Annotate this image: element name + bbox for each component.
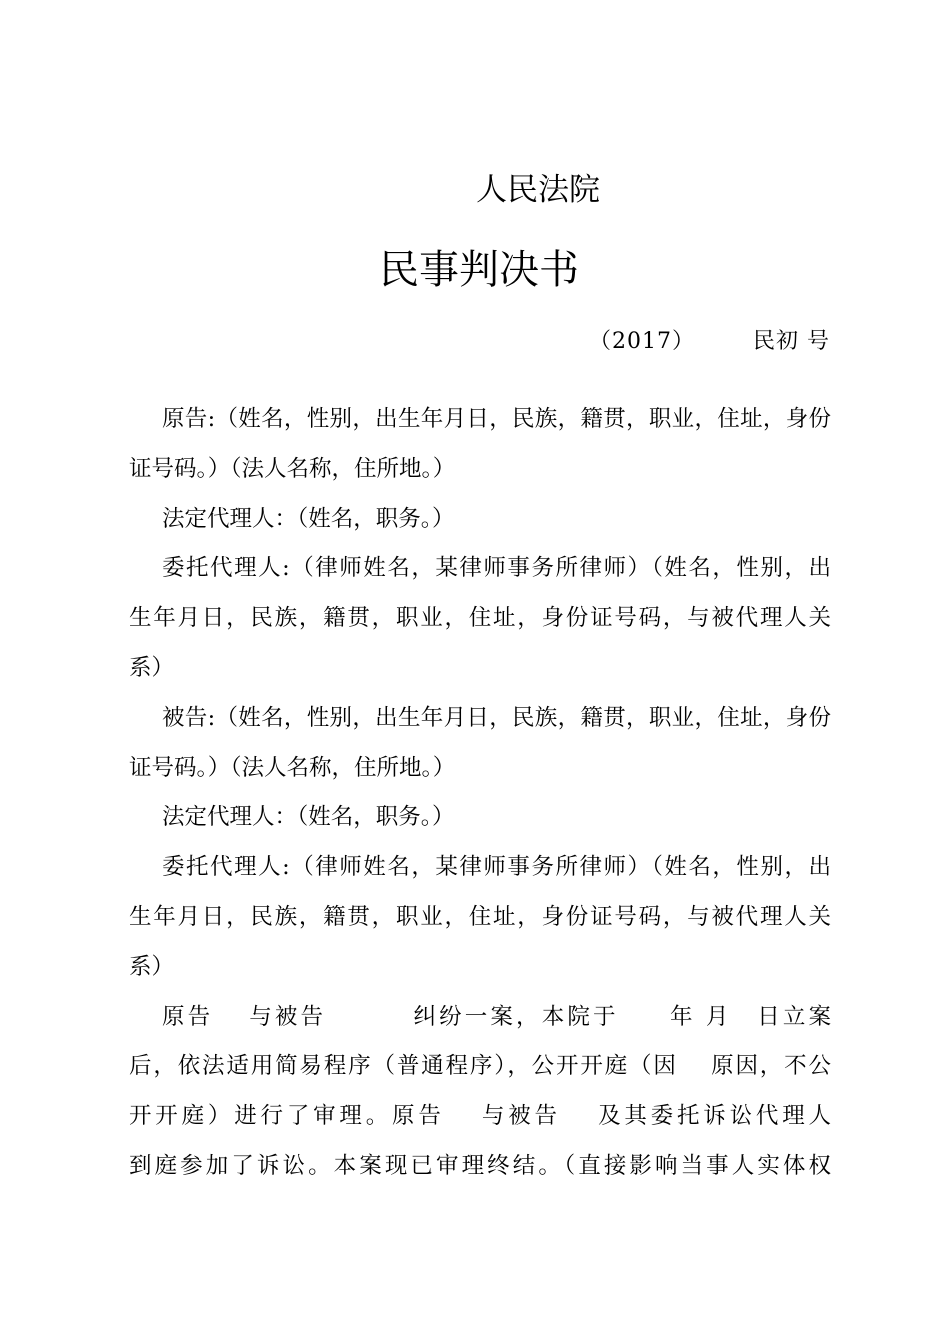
paragraph-line: 原告 与被告 纠纷一案，本院于 年 月 日立案	[162, 1003, 831, 1030]
paragraph-line: 委托代理人:（律师姓名，某律师事务所律师）（姓名，性别，出	[162, 854, 831, 881]
paragraph-line: 法定代理人：（姓名，职务。）	[162, 505, 455, 532]
paragraph-line: 法定代理人：（姓名，职务。）	[162, 804, 455, 831]
document-title: 民事判决书	[379, 247, 579, 293]
paragraph-line: 生年月日，民族，籍贯，职业，住址，身份证号码，与被代理人关	[129, 903, 831, 930]
paragraph-line: 生年月日，民族，籍贯，职业，住址，身份证号码，与被代理人关	[129, 605, 831, 632]
paragraph-line: 证号码。）（法人名称，住所地。）	[129, 455, 456, 482]
case-number: （2017） 民初 号	[589, 329, 830, 354]
paragraph-line: 委托代理人:（律师姓名，某律师事务所律师）（姓名，性别，出	[162, 555, 831, 582]
paragraph-line: 到庭参加了诉讼。本案现已审理终结。（直接影响当事人实体权	[129, 1152, 831, 1179]
paragraph-line: 原告:（姓名，性别，出生年月日，民族，籍贯，职业，住址，身份	[162, 406, 831, 432]
document-body	[129, 395, 831, 1192]
paragraph-line: 系）	[129, 654, 175, 681]
paragraph-line: 开开庭）进行了审理。原告 与被告 及其委托诉讼代理人	[129, 1103, 831, 1130]
paragraph-line: 被告:（姓名，性别，出生年月日，民族，籍贯，职业，住址，身份	[162, 704, 831, 731]
paragraph-line: 证号码。）（法人名称，住所地。）	[129, 754, 456, 781]
paragraph-line: 后，依法适用简易程序（普通程序），公开开庭（因 原因，不公	[129, 1053, 831, 1080]
court-name: 人民法院	[476, 172, 600, 208]
paragraph-line: 系）	[129, 953, 175, 980]
